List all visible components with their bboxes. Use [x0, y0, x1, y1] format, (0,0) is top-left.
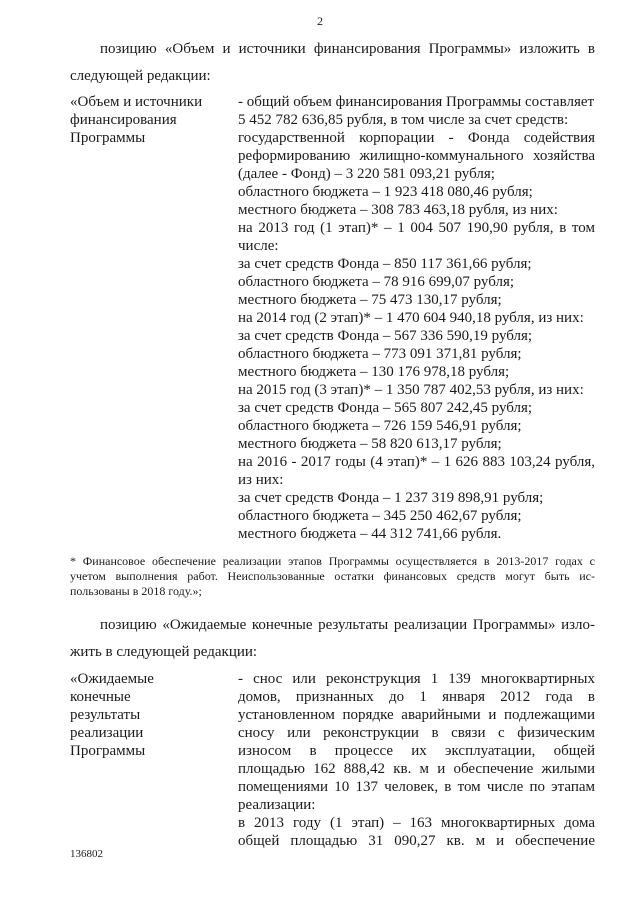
block1-line: за счет средств Фонда – 1 237 319 898,91 рубля; [238, 490, 544, 506]
block1-line: числе: [238, 238, 279, 254]
block1-label-line: «Объем и источники [70, 94, 203, 110]
intro-paragraph-1-line-2: следующей редакции: [70, 68, 211, 84]
block2-line: помещениями 10 137 человек, в том числе по этапам [238, 779, 595, 795]
block1-label-line: Программы [70, 130, 146, 146]
block2-line: в 2013 году (1 этап) – 163 многоквартирных дома [238, 815, 595, 831]
block2-line: реализации: [238, 797, 316, 813]
block1-line: местного бюджета – 308 783 463,18 рубля, из них: [238, 202, 558, 218]
footnote-line-3: пользованы в 2018 году.»; [70, 584, 202, 598]
block2-label-line: реализации [70, 725, 144, 741]
block1-line: областного бюджета – 726 159 546,91 рубля; [238, 418, 522, 434]
block2-label-line: результаты [70, 707, 141, 723]
block2-line: сносу или реконструкции в связи с физическим [238, 725, 595, 741]
block1-label-line: финансирования [70, 112, 177, 128]
block1-line: на 2014 год (2 этап)* – 1 470 604 940,18 рубля, из них: [238, 310, 584, 326]
block2-line: общей площадью 31 090,27 кв. м и обеспечение [238, 833, 595, 849]
block2-label-line: Программы [70, 743, 146, 759]
footnote-line-2: учетом выполнения работ. Неиспользованные остатки финансовых средств могут быть ис- [70, 569, 595, 583]
block1-line: областного бюджета – 1 923 418 080,46 рубля; [238, 184, 533, 200]
footnote-line-1: * Финансовое обеспечение реализации этапов Программы осуществляется в 2013-2017 годах с [70, 554, 595, 568]
block1-line: - общий объем финансирования Программы составляет [238, 94, 595, 110]
block1-line: местного бюджета – 44 312 741,66 рубля. [238, 526, 502, 542]
block2-line: износом в процессе их эксплуатации, общей [238, 743, 595, 759]
block1-line: на 2016 - 2017 годы (4 этап)* – 1 626 883 103,24 рубля, [238, 454, 595, 470]
block2-label-line: конечные [70, 689, 131, 705]
block2-line: - снос или реконструкция 1 139 многоквартирных [238, 671, 595, 687]
block1-line: государственной корпорации - Фонда содействия [238, 130, 595, 146]
intro-paragraph-1-line-1: позицию «Объем и источники финансирования Программы» изложить в [100, 41, 595, 57]
block1-line: 5 452 782 636,85 рубля, в том числе за счет средств: [238, 112, 569, 128]
block2-label-line: «Ожидаемые [70, 671, 154, 687]
block1-line: местного бюджета – 130 176 978,18 рубля; [238, 364, 510, 380]
document-code: 136802 [70, 848, 103, 860]
block1-line: за счет средств Фонда – 567 336 590,19 рубля; [238, 328, 533, 344]
block1-line: местного бюджета – 58 820 613,17 рубля; [238, 436, 502, 452]
intro-paragraph-2-line-2: жить в следующей редакции: [70, 644, 258, 660]
block1-line: областного бюджета – 773 091 371,81 рубля; [238, 346, 522, 362]
block1-line: за счет средств Фонда – 565 807 242,45 рубля; [238, 400, 533, 416]
block1-line: областного бюджета – 78 916 699,07 рубля; [238, 274, 515, 290]
page-number: 2 [317, 14, 323, 28]
block1-line: на 2015 год (3 этап)* – 1 350 787 402,53 рубля, из них: [238, 382, 584, 398]
block1-line: из них: [238, 472, 284, 488]
block1-line: за счет средств Фонда – 850 117 361,66 рубля; [238, 256, 532, 272]
block2-line: площадью 162 888,42 кв. м и обеспечение жилыми [238, 761, 595, 777]
block2-line: установленном порядке аварийными и подлежащими [238, 707, 595, 723]
block1-line: на 2013 год (1 этап)* – 1 004 507 190,90 рубля, в том [238, 220, 595, 236]
block2-line: домов, признанных до 1 января 2012 года в [238, 689, 595, 705]
block1-line: реформированию жилищно-коммунального хозяйства [238, 148, 595, 164]
block1-line: областного бюджета – 345 250 462,67 рубля; [238, 508, 522, 524]
intro-paragraph-2-line-1: позицию «Ожидаемые конечные результаты реализации Программы» изло- [100, 617, 595, 633]
block1-line: местного бюджета – 75 473 130,17 рубля; [238, 292, 502, 308]
block1-line: (далее - Фонд) – 3 220 581 093,21 рубля; [238, 166, 495, 182]
